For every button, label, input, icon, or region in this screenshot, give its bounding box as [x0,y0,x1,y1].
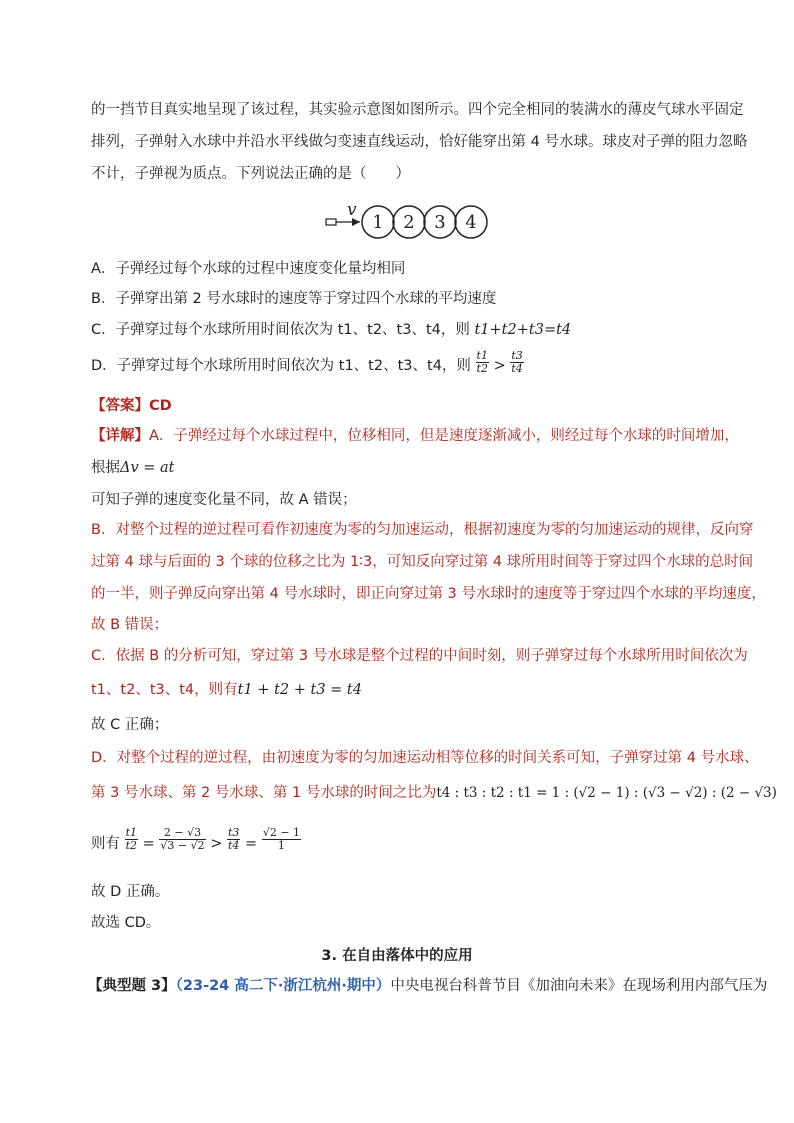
detail-a-line-3: 可知子弹的速度变化量不同，故 A 错误； [91,492,357,508]
option-d-fraction-1: $\frac{t1}{t2}$ [476,348,488,375]
option-a: A．子弹经过每个水球的过程中速度变化量均相同 [91,261,406,277]
water-balloon-figure [320,198,500,244]
section-heading: 3. 在自由落体中的应用 [321,948,473,964]
detail-d-line-5: 故选 CD。 [91,915,161,931]
option-d-text: D．子弹穿过每个水球所用时间依次为 t1、t2、t3、t4，则 [91,358,471,374]
bullet-icon [326,219,336,225]
option-d-fraction-2: $\frac{t3}{t4}$ [511,348,523,375]
option-c-text: C．子弹穿过每个水球所用时间依次为 t1、t2、t3、t4，则 [91,322,475,338]
detail-c-line-3: 故 C 正确； [91,717,169,733]
detail-label: 【详解】 [91,428,149,444]
next-problem-source: （23-24 高二下·浙江杭州·期中） [175,978,391,994]
detail-d-line-4: 故 D 正确。 [91,884,170,900]
ball-label-3: 3 [434,212,446,233]
problem-line-2: 排列，子弹射入水球中并沿水平线做匀变速直线运动，恰好能穿出第 4 号水球。球皮对子弹的阻力忽略 [91,134,748,150]
detail-c2-formula: t1 + t2 + t3 = t4 [237,682,362,698]
detail-a1: A．子弹经过每个水球过程中，位移相同，但是速度逐渐减小，则经过每个水球的时间增加， [149,428,739,444]
ball-label-1: 1 [372,212,384,233]
detail-b-line-2: 过第 4 球与后面的 3 个球的位移之比为 1∶3，可知反向穿过第 4 球所用时间等于穿过四个水球的总时间 [91,554,754,570]
velocity-label: v [347,200,357,220]
detail-d3-fraction-4: $\frac{√2 - 1}{1}$ [262,825,301,852]
problem-line-1: 的一挡节目真实地呈现了该过程，其实验示意图如图所示。四个完全相同的装满水的薄皮气球水平固定 [91,102,744,118]
detail-d3-fraction-2: $\frac{2 - √3}{√3 - √2}$ [160,825,205,852]
detail-c-line-2: t1、t2、t3、t4，则有t1 + t2 + t3 = t4 [91,682,362,698]
next-problem-line [88,976,767,996]
detail-b-line-1: B．对整个过程的逆过程可看作初速度为零的匀加速运动，根据初速度为零的匀加速运动的规律，反向穿 [91,522,754,538]
option-d-gt: > [493,358,506,374]
next-problem-tag: 【典型题 3】 [88,978,176,994]
answer-label: 【答案】 [91,398,149,414]
detail-a-line-2: 根据Δv = at [91,460,175,476]
option-b: B．子弹穿出第 2 号水球时的速度等于穿过四个水球的平均速度 [91,291,497,307]
detail-d2-formula: t4 : t3 : t2 : t1 = 1 : (√2 − 1) : (√3 − √2) : (2 − √3) [436,785,777,801]
detail-d-line-2: 第 3 号水球、第 2 号水球、第 1 号水球的时间之比为t4 : t3 : t2 : t1 = 1 : (√2 − 1) : (√3 − √2) : (2 − √3) [91,785,777,801]
detail-d-line-3: 则有 $\frac{t1}{t2}$ = $\frac{2 - √3}{√3 - √2}$ > $\frac{t3}{t4}$ = $\frac{√2 - 1}{1}$ [91,825,301,852]
ball-label-4: 4 [465,212,477,233]
ball-label-2: 2 [403,212,415,233]
next-problem-text: 中央电视台科普节目《加油向未来》在现场利用内部气压为 [390,978,768,994]
detail-c-line-1: C．依据 B 的分析可知，穿过第 3 号水球是整个过程的中间时刻，则子弹穿过每个水球所用时间依次为 [91,648,748,664]
detail-a2-formula: Δv = at [120,460,175,476]
detail-d-line-1: D．对整个过程的逆过程，由初速度为零的匀加速运动相等位移的时间关系可知，子弹穿过第 4 号水球、 [91,750,759,766]
detail-a-line-1 [91,426,739,446]
detail-d3-fraction-1: $\frac{t1}{t2}$ [125,825,138,852]
option-c-formula: t1+t2+t3=t4 [474,322,572,338]
answer-value: CD [149,398,172,414]
detail-d3-fraction-3: $\frac{t3}{t4}$ [228,825,240,852]
detail-b-line-4: 故 B 错误； [91,617,169,633]
option-c [91,320,571,340]
answer-line [91,396,172,416]
problem-line-3: 不计，子弹视为质点。下列说法正确的是（ ） [91,166,410,182]
option-d [91,348,524,376]
detail-b-line-3: 的一半，则子弹反向穿出第 4 号水球时，即正向穿过第 3 号水球时的速度等于穿过四个水球的平均速度， [91,586,766,602]
